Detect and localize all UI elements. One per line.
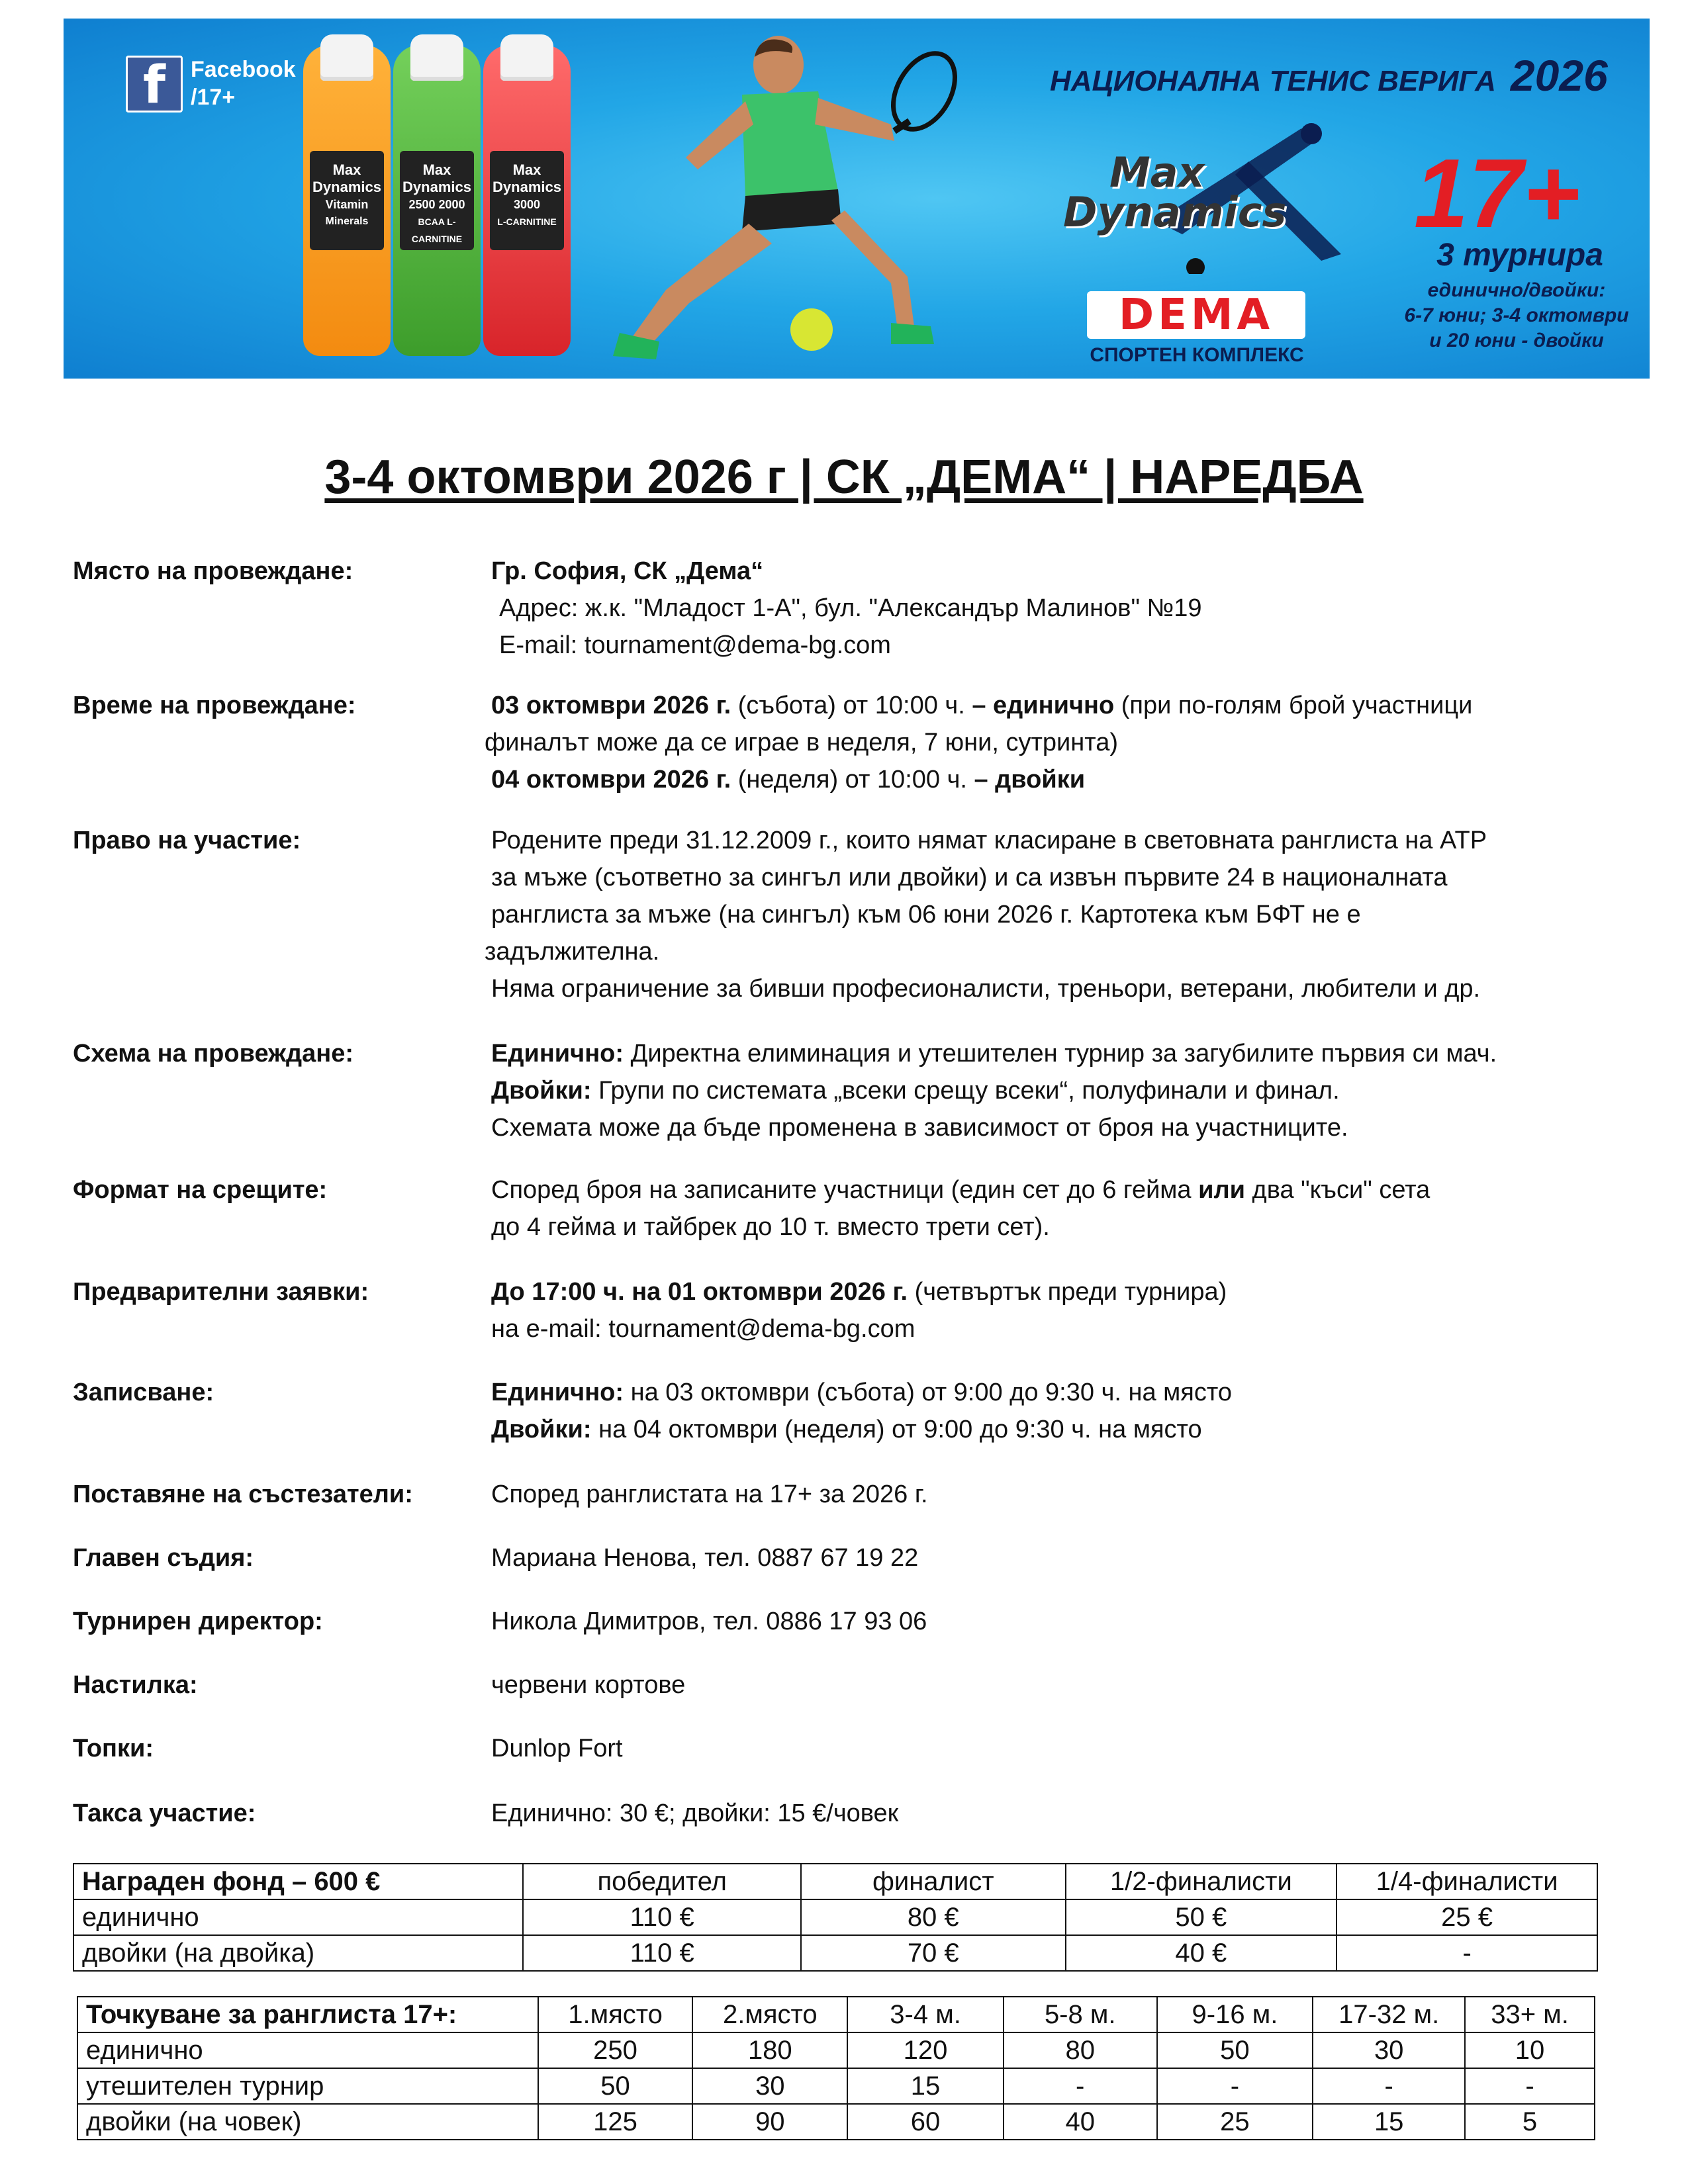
table-cell: 70 € xyxy=(801,1935,1066,1971)
table-cell: 50 xyxy=(1157,2032,1313,2068)
bottle-line: 3000 xyxy=(513,198,541,211)
bottle-brand: Max Dynamics xyxy=(492,161,561,195)
table-header-row xyxy=(73,1864,1597,1899)
document-title: 3-4 октомври 2026 г | СК „ДЕМА“ | НАРЕДБА xyxy=(324,451,1364,504)
table-cell: 60 xyxy=(847,2104,1004,2140)
table-cell: единично xyxy=(77,2032,538,2068)
table-cell: 80 € xyxy=(801,1899,1066,1935)
dema-logo: DEMA xyxy=(1087,291,1305,339)
table-cell: 1/4-финалисти xyxy=(1336,1864,1597,1899)
tennis-player-image xyxy=(580,25,977,376)
table-cell: 25 € xyxy=(1336,1899,1597,1935)
table-cell: двойки (на човек) xyxy=(77,2104,538,2140)
table-cell: 50 xyxy=(538,2068,693,2104)
table-cell: 90 xyxy=(692,2104,847,2140)
table-cell: 3-4 м. xyxy=(847,1997,1004,2032)
table-cell: - xyxy=(1157,2068,1313,2104)
table-cell: 9-16 м. xyxy=(1157,1997,1313,2032)
table-cell: 80 xyxy=(1004,2032,1157,2068)
table-cell: 2.място xyxy=(692,1997,847,2032)
table-cell: - xyxy=(1313,2068,1465,2104)
header-banner xyxy=(64,19,1650,379)
table-cell: победител xyxy=(523,1864,801,1899)
table-cell: - xyxy=(1004,2068,1157,2104)
table-cell: 15 xyxy=(847,2068,1004,2104)
table-cell: 110 € xyxy=(523,1899,801,1935)
table-cell: 25 xyxy=(1157,2104,1313,2140)
table-cell: 40 € xyxy=(1066,1935,1337,1971)
facebook-sub: /17+ xyxy=(191,85,236,110)
bottle-line: BCAA L-CARNITINE xyxy=(411,216,463,244)
facebook-icon: f xyxy=(126,56,183,113)
bottle-line: Minerals xyxy=(325,216,369,227)
table-cell: 50 € xyxy=(1066,1899,1337,1935)
table-cell: - xyxy=(1465,2068,1595,2104)
email-link[interactable]: на e-mail: tournament@dema-bg.com xyxy=(491,1315,915,1343)
table-row xyxy=(73,1935,1597,1971)
table-cell: 125 xyxy=(538,2104,693,2140)
table-cell: 5-8 м. xyxy=(1004,1997,1157,2032)
facebook-link[interactable] xyxy=(126,56,296,113)
bottle-line: 2500 2000 xyxy=(408,198,465,211)
table-row xyxy=(73,1899,1597,1935)
tournaments-details: единично/двойки: 6-7 юни; 3-4 октомври и 20 юни - двойки xyxy=(1404,279,1629,351)
bottle-brand: Max Dynamics xyxy=(312,161,381,195)
table-cell: утешителен турнир xyxy=(77,2068,538,2104)
table-cell: Награден фонд – 600 € xyxy=(73,1864,523,1899)
table-cell: 180 xyxy=(692,2032,847,2068)
dema-subtitle: СПОРТЕН КОМПЛЕКС xyxy=(1090,344,1304,366)
table-cell: - xyxy=(1336,1935,1597,1971)
table-header-row xyxy=(77,1997,1595,2032)
table-cell: 17-32 м. xyxy=(1313,1997,1465,2032)
ranking-points-table xyxy=(77,1996,1595,2140)
bottle-line: L-CARNITINE xyxy=(497,216,557,227)
facebook-label: Facebook xyxy=(191,57,296,82)
table-cell: двойки (на двойка) xyxy=(73,1935,523,1971)
table-cell: 40 xyxy=(1004,2104,1157,2140)
drink-bottle-orange xyxy=(303,45,391,356)
table-row xyxy=(77,2104,1595,2140)
table-cell: финалист xyxy=(801,1864,1066,1899)
table-cell: 30 xyxy=(692,2068,847,2104)
tournaments-count: 3 турнира xyxy=(1436,238,1603,273)
bottle-brand: Max Dynamics xyxy=(402,161,471,195)
table-cell: 120 xyxy=(847,2032,1004,2068)
prize-fund-table xyxy=(73,1863,1598,1972)
table-cell: 1.място xyxy=(538,1997,693,2032)
drink-bottle-red xyxy=(483,45,571,356)
category-badge: 17+ xyxy=(1414,139,1581,248)
email-link[interactable]: E-mail: tournament@dema-bg.com xyxy=(499,631,891,659)
table-cell: Точкуване за ранглиста 17+: xyxy=(77,1997,538,2032)
bottle-line: Vitamin xyxy=(325,198,369,211)
table-cell: 110 € xyxy=(523,1935,801,1971)
max-dynamics-logo: Max Dynamics xyxy=(1050,122,1368,274)
drink-bottle-green xyxy=(393,45,481,356)
table-cell: 15 xyxy=(1313,2104,1465,2140)
table-cell: 5 xyxy=(1465,2104,1595,2140)
table-row xyxy=(77,2068,1595,2104)
table-cell: 1/2-финалисти xyxy=(1066,1864,1337,1899)
table-cell: 30 xyxy=(1313,2032,1465,2068)
table-cell: единично xyxy=(73,1899,523,1935)
table-cell: 250 xyxy=(538,2032,693,2068)
series-year: 2026 xyxy=(1510,51,1608,100)
series-title: НАЦИОНАЛНА ТЕНИС ВЕРИГА 2026 xyxy=(1050,51,1608,100)
table-row xyxy=(77,2032,1595,2068)
table-cell: 10 xyxy=(1465,2032,1595,2068)
table-cell: 33+ м. xyxy=(1465,1997,1595,2032)
